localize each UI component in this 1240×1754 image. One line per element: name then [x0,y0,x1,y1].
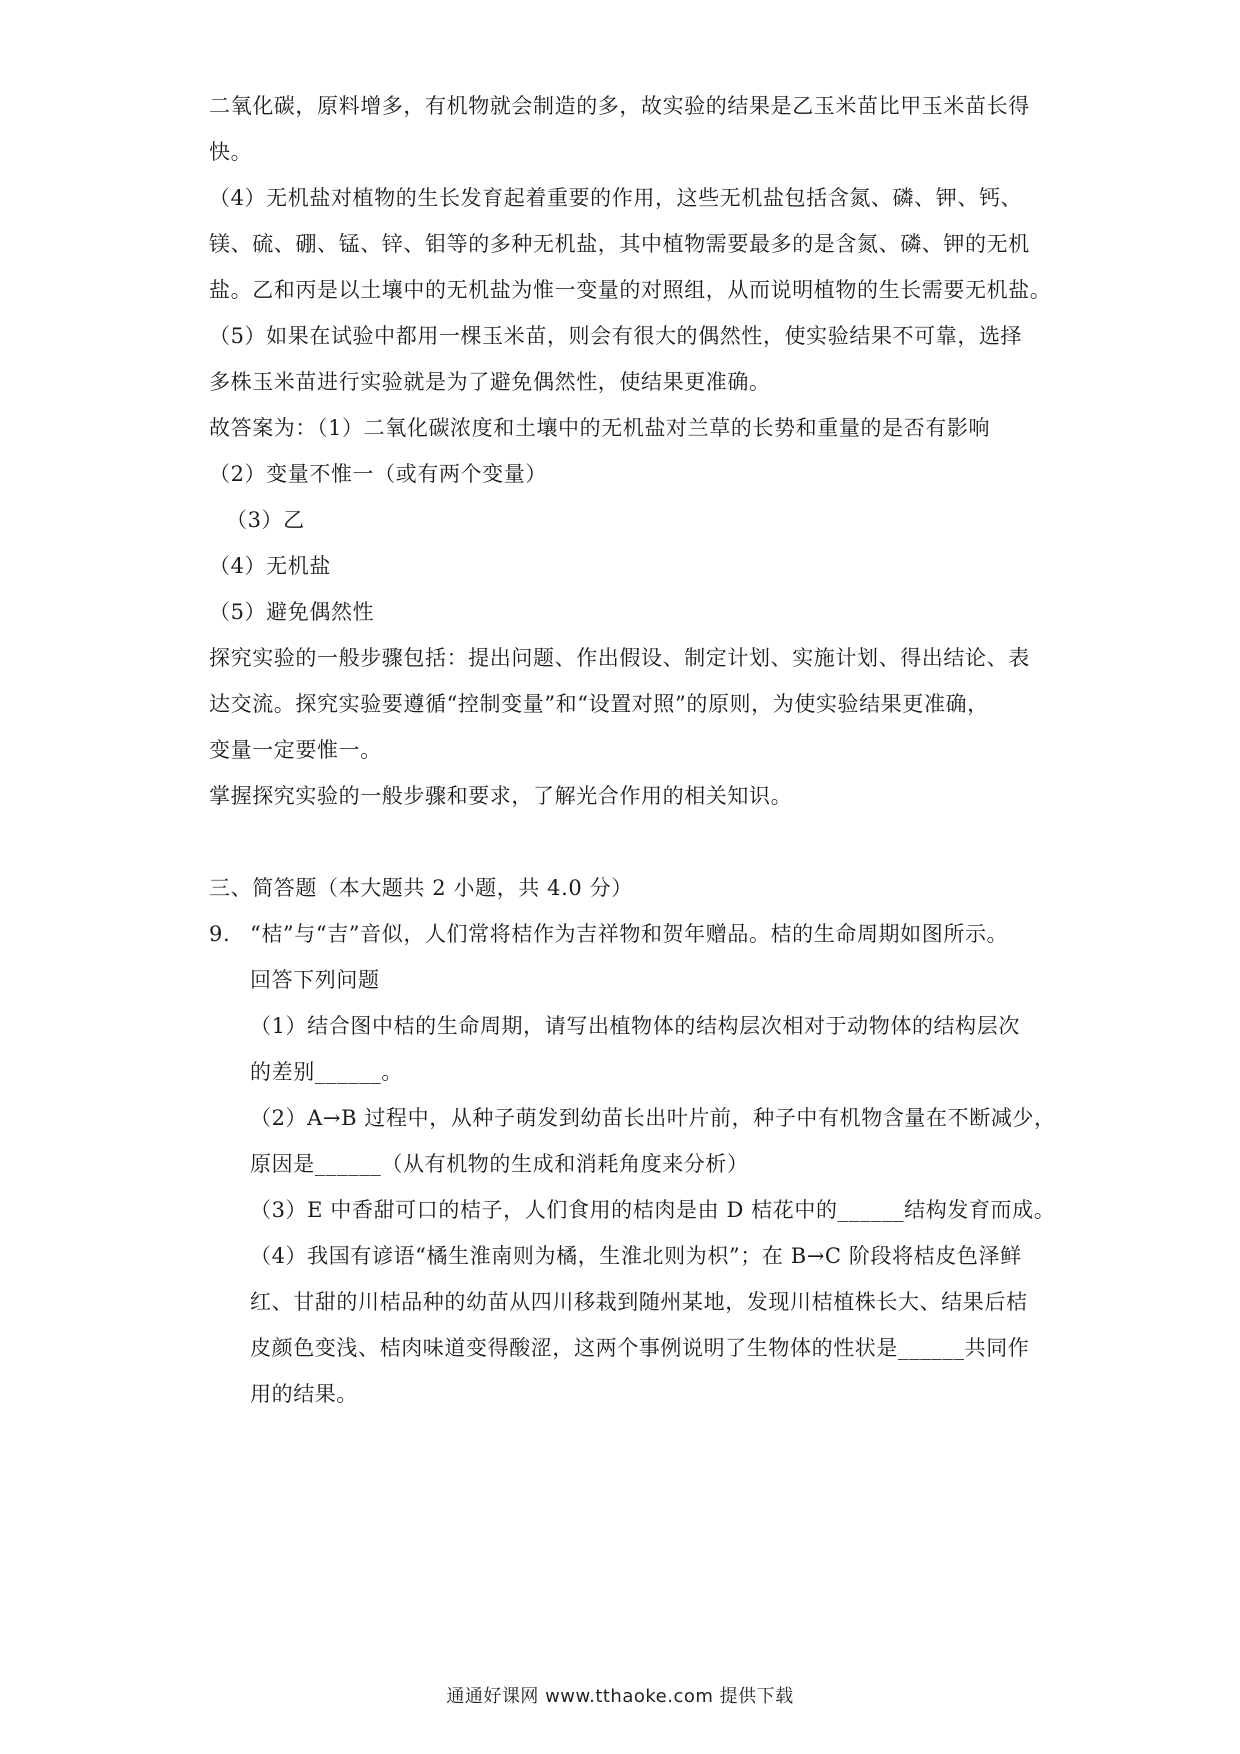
question-line: 红、甘甜的川桔品种的幼苗从四川移栽到随州某地，发现川桔植株长大、结果后桔 [250,1290,1028,1314]
text-line: 盐。乙和丙是以土壤中的无机盐为惟一变量的对照组，从而说明植物的生长需要无机盐。 [209,278,1052,302]
text-line: 二氧化碳，原料增多，有机物就会制造的多，故实验的结果是乙玉米苗比甲玉米苗长得 [209,94,1030,118]
question-line: 回答下列问题 [250,968,380,992]
text-line: 变量一定要惟一。 [209,738,382,762]
question-line: 的差别______。 [250,1060,403,1084]
question-number: 9. [209,922,231,946]
text-line: 掌握探究实验的一般步骤和要求，了解光合作用的相关知识。 [209,784,793,808]
footer-credit: 通通好课网 www.tthaoke.com 提供下载 [446,1686,794,1707]
text-line: 探究实验的一般步骤包括：提出问题、作出假设、制定计划、实施计划、得出结论、表 [209,646,1030,670]
question-line: 皮颜色变浅、桔肉味道变得酸涩，这两个事例说明了生物体的性状是______共同作 [250,1336,1030,1360]
question-line: （1）结合图中桔的生命周期，请写出植物体的结构层次相对于动物体的结构层次 [250,1014,1020,1038]
question-line: （4）我国有谚语“橘生淮南则为橘，生淮北则为枳”；在 B→C 阶段将桔皮色泽鲜 [250,1244,1022,1268]
text-line: 镁、硫、硼、锰、锌、钼等的多种无机盐，其中植物需要最多的是含氮、磷、钾的无机 [209,232,1030,256]
question-line: （3）E 中香甜可口的桔子，人们食用的桔肉是由 D 桔花中的______结构发育而成。 [250,1198,1056,1222]
text-line: （4）无机盐对植物的生长发育起着重要的作用，这些无机盐包括含氮、磷、钾、钙、 [209,186,1023,210]
answer-line: （4）无机盐 [209,554,331,578]
text-line: 多株玉米苗进行实验就是为了避免偶然性，使结果更准确。 [209,370,771,394]
question-line: “桔”与“吉”音似，人们常将桔作为吉祥物和贺年赠品。桔的生命周期如图所示。 [250,922,1009,946]
text-line: （5）如果在试验中都用一棵玉米苗，则会有很大的偶然性，使实验结果不可靠，选择 [209,324,1023,348]
answer-line: 故答案为：（1）二氧化碳浓度和土壤中的无机盐对兰草的长势和重量的是否有影响 [209,416,991,440]
section-heading: 三、简答题（本大题共 2 小题，共 4.0 分） [209,876,633,900]
question-line: （2）A→B 过程中，从种子萌发到幼苗长出叶片前，种子中有机物含量在不断减少， [250,1106,1056,1130]
question-line: 原因是______（从有机物的生成和消耗角度来分析） [250,1152,749,1176]
question-line: 用的结果。 [250,1382,358,1406]
answer-line: （3）乙 [226,508,305,532]
text-line: 达交流。探究实验要遵循“控制变量”和“设置对照”的原则，为使实验结果更准确， [209,692,989,716]
text-line: 快。 [209,140,253,164]
answer-line: （2）变量不惟一（或有两个变量） [209,462,547,486]
answer-line: （5）避免偶然性 [209,600,375,624]
